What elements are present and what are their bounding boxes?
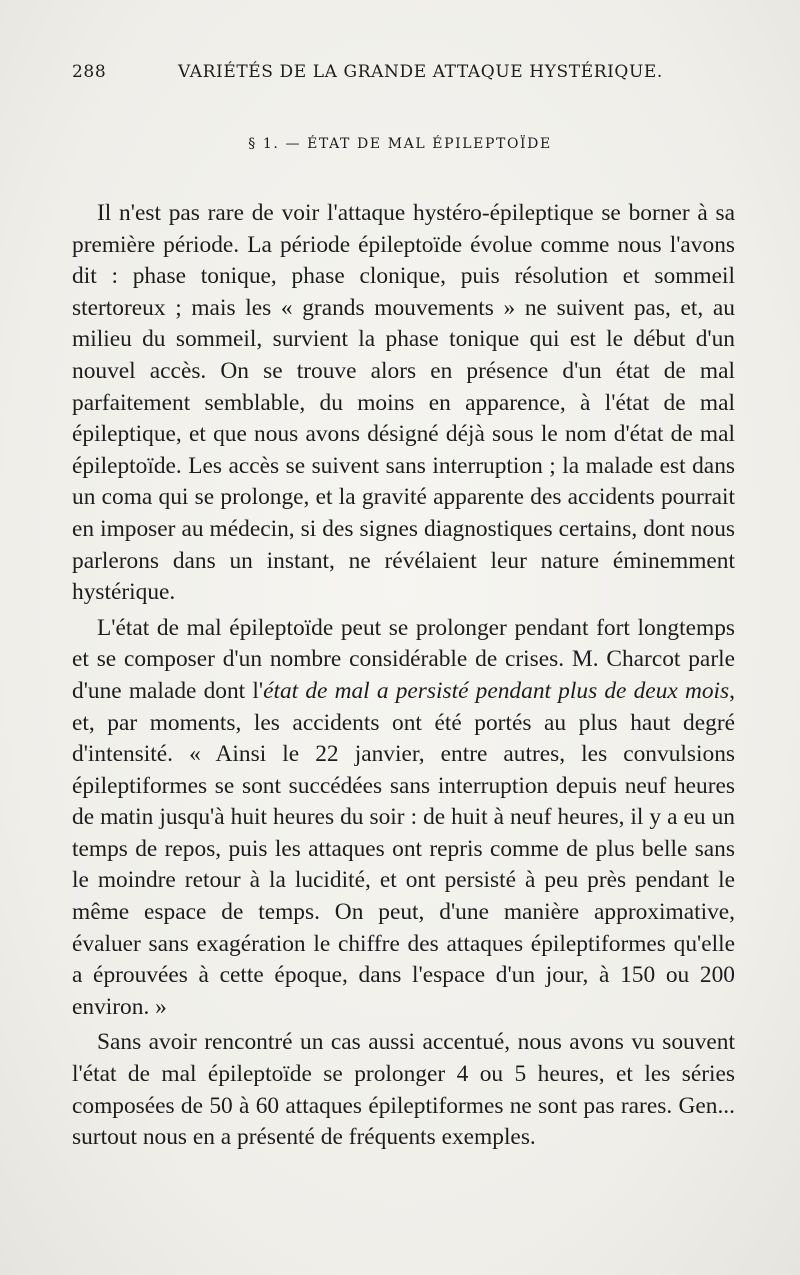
body-text (72, 198, 735, 1154)
section-heading: § 1. — ÉTAT DE MAL ÉPILEPTOÏDE (248, 136, 552, 152)
running-title: VARIÉTÉS DE LA GRANDE ATTAQUE HYSTÉRIQUE. (178, 62, 663, 82)
paragraph-1: Il n'est pas rare de voir l'attaque hystéro-épileptique se borner à sa première période. La période épileptoïde évolue comme nous l'avons dit : phase tonique, phase clonique, puis résolution et sommeil stertoreux ; mais les « grands mouvements » ne suivent pas, et, au milieu du sommeil, survient la phase tonique qui est le début d'un nouvel accès. On se trouve alors en présence d'un état de mal parfaitement semblable, du moins en apparence, à l'état de mal épileptique, et que nous avons désigné déjà sous le nom d'état de mal épileptoïde. Les accès se suivent sans interruption ; la malade est dans un coma qui se prolonge, et la gravité apparente des accidents pourrait en imposer au médecin, si des signes diagnostiques certains, dont nous parlerons dans un instant, ne révélaient leur nature éminemment hystérique. (72, 200, 735, 606)
paragraph-2-text-start: L'état de mal épileptoïde peut se prolonger pendant fort longtemps et se composer d'un nombre considérable de crises. M. Charcot parle d'une malade dont l' (72, 614, 735, 704)
paragraph-2 (72, 613, 735, 1024)
running-header (72, 62, 732, 92)
paragraph-3: Sans avoir rencontré un cas aussi accentué, nous avons vu souvent l'état de mal épileptoïde se prolonger 4 ou 5 heures, et les séries composées de 50 à 60 attaques épileptiformes ne sont pas rares. Gen... surtout nous en a présenté de fréquents exemples. (72, 1029, 735, 1151)
page-number: 288 (72, 62, 107, 82)
paragraph-2-text-end: , et, par moments, les accidents ont été portés au plus haut degré d'intensité. « Ainsi le 22 janvier, entre autres, les convulsions épileptiformes se sont succédées sans interruption depuis neuf heures de matin jusqu'à huit heures du soir : de huit à neuf heures, il y a eu un temps de repos, puis les attaques ont repris comme de plus belle sans le moindre retour à la lucidité, et ont persisté à peu près pendant le même espace de temps. On peut, d'une manière approximative, évaluer sans exagération le chiffre des attaques épileptiformes qu'elle a éprouvées à cette époque, dans l'espace d'un jour, à 150 ou 200 environ. » (72, 677, 735, 1020)
paragraph-2-italic-quote: état de mal a persisté pendant plus de deux mois (263, 677, 730, 704)
